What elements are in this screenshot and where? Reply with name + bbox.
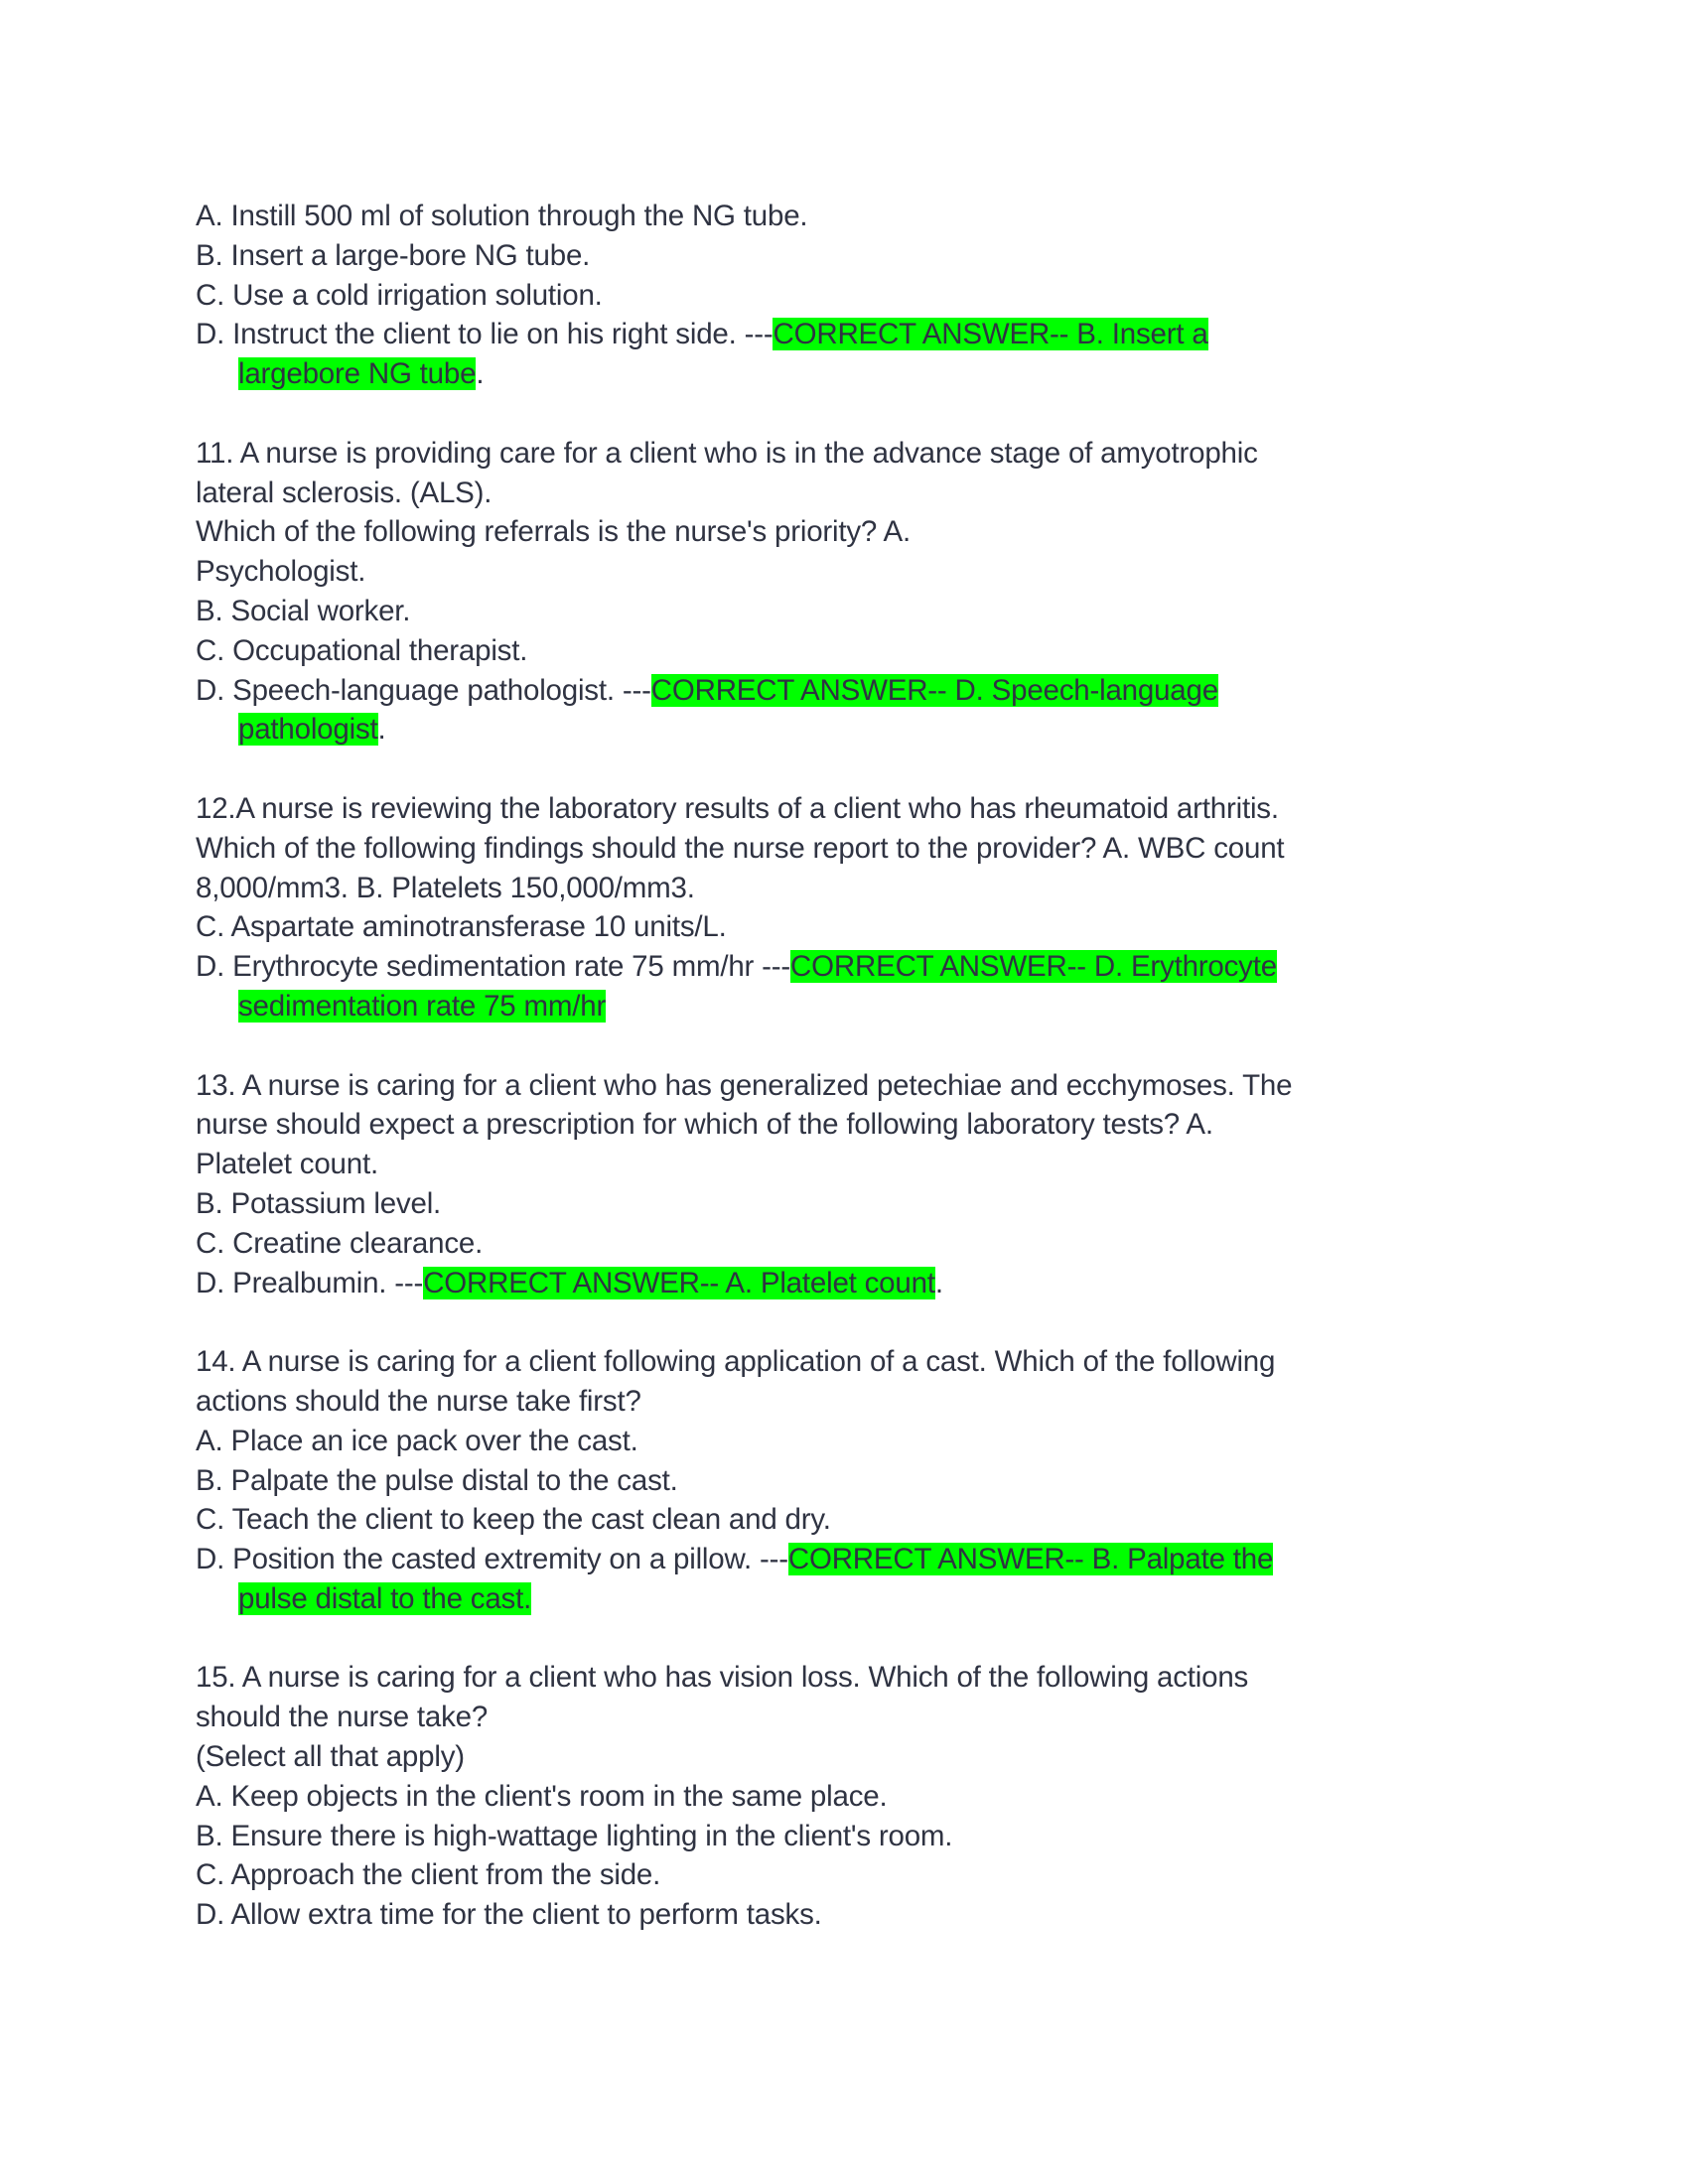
text-line (196, 671, 1486, 711)
text-span: 12.A nurse is reviewing the laboratory results of a client who has rheumatoid arthritis. (196, 791, 1279, 825)
text-line (196, 592, 1486, 631)
text-span: B. Insert a large-bore NG tube. (196, 238, 591, 272)
text-line (196, 276, 1486, 316)
text-line (196, 1461, 1486, 1501)
text-span: . (377, 713, 386, 747)
text-line (196, 1658, 1486, 1698)
text-line (196, 631, 1486, 671)
text-span: Which of the following findings should the nurse report to the provider? A. WBC count (196, 831, 1285, 865)
text-line (196, 552, 1486, 592)
text-line (196, 197, 1486, 236)
correct-answer-highlight: CORRECT ANSWER-- A. Platelet count (423, 1266, 935, 1299)
text-span: actions should the nurse take first? (196, 1384, 641, 1418)
text-line (196, 1895, 1486, 1935)
text-line (196, 1698, 1486, 1737)
text-span: A. Keep objects in the client's room in the same place. (196, 1779, 888, 1813)
text-span: lateral sclerosis. (ALS). (196, 476, 492, 509)
text-span: B. Palpate the pulse distal to the cast. (196, 1463, 678, 1497)
text-span: B. Potassium level. (196, 1186, 442, 1220)
text-span: C. Creatine clearance. (196, 1226, 484, 1260)
text-line (196, 710, 1486, 750)
text-line (196, 1264, 1486, 1303)
text-span: D. Prealbumin. --- (196, 1266, 424, 1299)
text-line (196, 1145, 1486, 1184)
text-span: C. Occupational therapist. (196, 633, 528, 667)
text-span: C. Teach the client to keep the cast clean and dry. (196, 1503, 831, 1537)
text-line (196, 1737, 1486, 1777)
text-line (196, 1105, 1486, 1145)
correct-answer-highlight: CORRECT ANSWER-- D. Erythrocyte (790, 950, 1277, 984)
text-span: . (934, 1266, 943, 1299)
blank-line (196, 1302, 1486, 1342)
text-span: Platelet count. (196, 1148, 378, 1181)
correct-answer-highlight: CORRECT ANSWER-- B. Insert a (773, 318, 1208, 351)
text-line (196, 354, 1486, 394)
text-span: 15. A nurse is caring for a client who has vision loss. Which of the following actions (196, 1661, 1249, 1695)
correct-answer-highlight: pathologist (238, 713, 378, 747)
text-line (196, 1777, 1486, 1817)
text-span: (Select all that apply) (196, 1740, 465, 1774)
text-span: Psychologist. (196, 555, 366, 589)
text-span: D. Speech-language pathologist. --- (196, 673, 651, 707)
blank-line (196, 1619, 1486, 1659)
text-line (196, 1066, 1486, 1106)
text-span: 8,000/mm3. B. Platelets 150,000/mm3. (196, 871, 695, 904)
text-span: 11. A nurse is providing care for a client who is in the advance stage of amyotrophic (196, 436, 1258, 470)
text-span: C. Approach the client from the side. (196, 1858, 661, 1892)
text-span: should the nurse take? (196, 1701, 489, 1734)
correct-answer-highlight: pulse distal to the cast. (238, 1581, 532, 1615)
text-span: nurse should expect a prescription for which of the following laboratory tests? A. (196, 1108, 1213, 1142)
text-span: 13. A nurse is caring for a client who has generalized petechiae and ecchymoses. The (196, 1068, 1293, 1102)
text-line (196, 1500, 1486, 1540)
text-line (196, 1422, 1486, 1461)
correct-answer-highlight: CORRECT ANSWER-- B. Palpate the (787, 1543, 1274, 1576)
correct-answer-highlight: CORRECT ANSWER-- D. Speech-language (650, 673, 1218, 707)
text-span: D. Allow extra time for the client to perform tasks. (196, 1898, 822, 1932)
text-line (196, 1382, 1486, 1422)
text-span: D. Position the casted extremity on a pillow. --- (196, 1543, 788, 1576)
text-span: . (476, 357, 485, 391)
document-page (196, 197, 1486, 1935)
text-line (196, 315, 1486, 354)
text-span: D. Erythrocyte sedimentation rate 75 mm/hr --- (196, 950, 791, 984)
text-line (196, 474, 1486, 513)
text-span: B. Ensure there is high-wattage lighting in the client's room. (196, 1819, 953, 1852)
text-line (196, 236, 1486, 276)
text-line (196, 907, 1486, 947)
text-span: A. Place an ice pack over the cast. (196, 1424, 638, 1457)
text-span: 14. A nurse is caring for a client following application of a cast. Which of the following (196, 1345, 1276, 1379)
blank-line (196, 1026, 1486, 1066)
text-line (196, 1540, 1486, 1579)
blank-line (196, 394, 1486, 434)
text-line (196, 1817, 1486, 1856)
text-line (196, 1579, 1486, 1619)
text-line (196, 789, 1486, 829)
correct-answer-highlight: largebore NG tube (238, 357, 477, 391)
text-span: C. Use a cold irrigation solution. (196, 278, 603, 312)
text-line (196, 1855, 1486, 1895)
text-span: C. Aspartate aminotransferase 10 units/L. (196, 910, 727, 944)
blank-line (196, 750, 1486, 789)
text-span: A. Instill 500 ml of solution through the NG tube. (196, 200, 808, 232)
text-line (196, 434, 1486, 474)
text-line (196, 1342, 1486, 1382)
text-span: Which of the following referrals is the nurse's priority? A. (196, 515, 911, 549)
text-line (196, 512, 1486, 552)
text-span: D. Instruct the client to lie on his right side. --- (196, 318, 774, 351)
text-line (196, 1184, 1486, 1224)
text-span: B. Social worker. (196, 594, 411, 627)
text-line (196, 869, 1486, 908)
text-line (196, 987, 1486, 1026)
text-line (196, 829, 1486, 869)
correct-answer-highlight: sedimentation rate 75 mm/hr (238, 989, 607, 1023)
text-line (196, 1224, 1486, 1264)
text-line (196, 947, 1486, 987)
